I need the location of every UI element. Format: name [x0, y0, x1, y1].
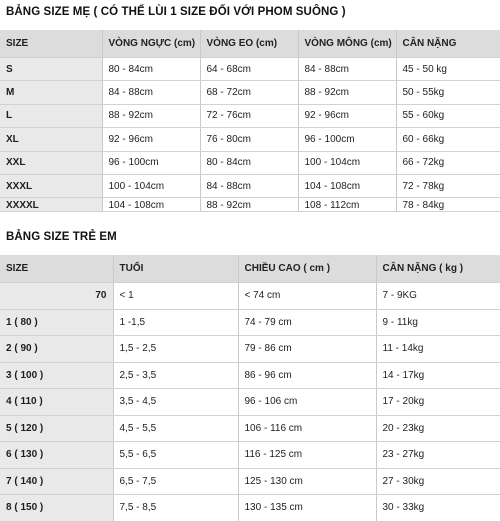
column-header: CÂN NẶNG ( kg ): [376, 255, 500, 283]
table-cell: 84 - 88cm: [200, 174, 298, 197]
table-row: [0, 198, 500, 212]
table-row: [0, 174, 500, 197]
table-cell: 50 - 55kg: [396, 81, 500, 104]
table-cell: 96 - 100cm: [298, 128, 396, 151]
table-row: [0, 309, 500, 336]
table-header-row: [0, 30, 500, 58]
table-cell: 1,5 - 2,5: [113, 336, 238, 363]
table-cell: 88 - 92cm: [200, 198, 298, 212]
table-cell: 104 - 108cm: [102, 198, 200, 212]
column-header: VÒNG MÔNG (cm): [298, 30, 396, 58]
table-row: [0, 128, 500, 151]
table-cell: 45 - 50 kg: [396, 58, 500, 81]
table-cell: 79 - 86 cm: [238, 336, 376, 363]
size-cell: L: [0, 104, 102, 127]
column-header: VÒNG EO (cm): [200, 30, 298, 58]
size-cell: 1 ( 80 ): [0, 309, 113, 336]
column-header: SIZE: [0, 30, 102, 58]
size-cell: XXXXL: [0, 198, 102, 212]
column-header: TUỔI: [113, 255, 238, 283]
table-cell: 2,5 - 3,5: [113, 362, 238, 389]
table-cell: 80 - 84cm: [102, 58, 200, 81]
size-cell: 3 ( 100 ): [0, 362, 113, 389]
table-cell: 76 - 80cm: [200, 128, 298, 151]
kid-size-table: [0, 255, 500, 522]
table-cell: 6,5 - 7,5: [113, 468, 238, 495]
adult-size-title: BẢNG SIZE MẸ ( CÓ THỂ LÙI 1 SIZE ĐỐI VỚI PHOM SUÔNG ): [6, 6, 346, 18]
table-row: [0, 151, 500, 174]
table-cell: 130 - 135 cm: [238, 495, 376, 522]
size-cell: 7 ( 140 ): [0, 468, 113, 495]
table-cell: 30 - 33kg: [376, 495, 500, 522]
table-cell: < 1: [113, 283, 238, 310]
size-cell: M: [0, 81, 102, 104]
table-cell: 23 - 27kg: [376, 442, 500, 469]
table-cell: 84 - 88cm: [298, 58, 396, 81]
table-cell: < 74 cm: [238, 283, 376, 310]
adult-size-table: [0, 30, 500, 212]
table-cell: 7,5 - 8,5: [113, 495, 238, 522]
table-cell: 96 - 106 cm: [238, 389, 376, 416]
table-cell: 7 - 9KG: [376, 283, 500, 310]
table-cell: 125 - 130 cm: [238, 468, 376, 495]
table-cell: 68 - 72cm: [200, 81, 298, 104]
table-cell: 80 - 84cm: [200, 151, 298, 174]
table-cell: 72 - 78kg: [396, 174, 500, 197]
table-row: [0, 362, 500, 389]
column-header: CÂN NẶNG: [396, 30, 500, 58]
table-cell: 92 - 96cm: [102, 128, 200, 151]
table-cell: 88 - 92cm: [102, 104, 200, 127]
table-cell: 60 - 66kg: [396, 128, 500, 151]
size-cell: 6 ( 130 ): [0, 442, 113, 469]
table-row: [0, 442, 500, 469]
table-cell: 20 - 23kg: [376, 415, 500, 442]
table-row: [0, 495, 500, 522]
table-cell: 17 - 20kg: [376, 389, 500, 416]
table-row: [0, 389, 500, 416]
size-cell: 70: [0, 283, 113, 310]
table-cell: 106 - 116 cm: [238, 415, 376, 442]
table-cell: 27 - 30kg: [376, 468, 500, 495]
table-cell: 104 - 108cm: [298, 174, 396, 197]
size-cell: XL: [0, 128, 102, 151]
column-header: SIZE: [0, 255, 113, 283]
kid-size-title: BẢNG SIZE TRẺ EM: [6, 231, 117, 243]
size-cell: S: [0, 58, 102, 81]
table-cell: 96 - 100cm: [102, 151, 200, 174]
table-row: [0, 58, 500, 81]
size-cell: 4 ( 110 ): [0, 389, 113, 416]
table-cell: 66 - 72kg: [396, 151, 500, 174]
table-row: [0, 81, 500, 104]
table-cell: 108 - 112cm: [298, 198, 396, 212]
table-header-row: [0, 255, 500, 283]
size-cell: XXXL: [0, 174, 102, 197]
table-cell: 64 - 68cm: [200, 58, 298, 81]
size-cell: 5 ( 120 ): [0, 415, 113, 442]
table-cell: 4,5 - 5,5: [113, 415, 238, 442]
table-cell: 55 - 60kg: [396, 104, 500, 127]
table-cell: 78 - 84kg: [396, 198, 500, 212]
table-cell: 100 - 104cm: [102, 174, 200, 197]
size-cell: 8 ( 150 ): [0, 495, 113, 522]
size-cell: XXL: [0, 151, 102, 174]
table-cell: 72 - 76cm: [200, 104, 298, 127]
table-row: [0, 415, 500, 442]
table-cell: 86 - 96 cm: [238, 362, 376, 389]
column-header: CHIỀU CAO ( cm ): [238, 255, 376, 283]
table-row: [0, 468, 500, 495]
table-cell: 88 - 92cm: [298, 81, 396, 104]
table-cell: 9 - 11kg: [376, 309, 500, 336]
size-cell: 2 ( 90 ): [0, 336, 113, 363]
table-row: [0, 104, 500, 127]
table-cell: 84 - 88cm: [102, 81, 200, 104]
table-cell: 74 - 79 cm: [238, 309, 376, 336]
table-cell: 11 - 14kg: [376, 336, 500, 363]
table-cell: 5,5 - 6,5: [113, 442, 238, 469]
table-row: [0, 283, 500, 310]
column-header: VÒNG NGỰC (cm): [102, 30, 200, 58]
table-cell: 3,5 - 4,5: [113, 389, 238, 416]
table-cell: 92 - 96cm: [298, 104, 396, 127]
table-cell: 116 - 125 cm: [238, 442, 376, 469]
table-cell: 100 - 104cm: [298, 151, 396, 174]
table-row: [0, 336, 500, 363]
table-cell: 1 -1,5: [113, 309, 238, 336]
table-cell: 14 - 17kg: [376, 362, 500, 389]
